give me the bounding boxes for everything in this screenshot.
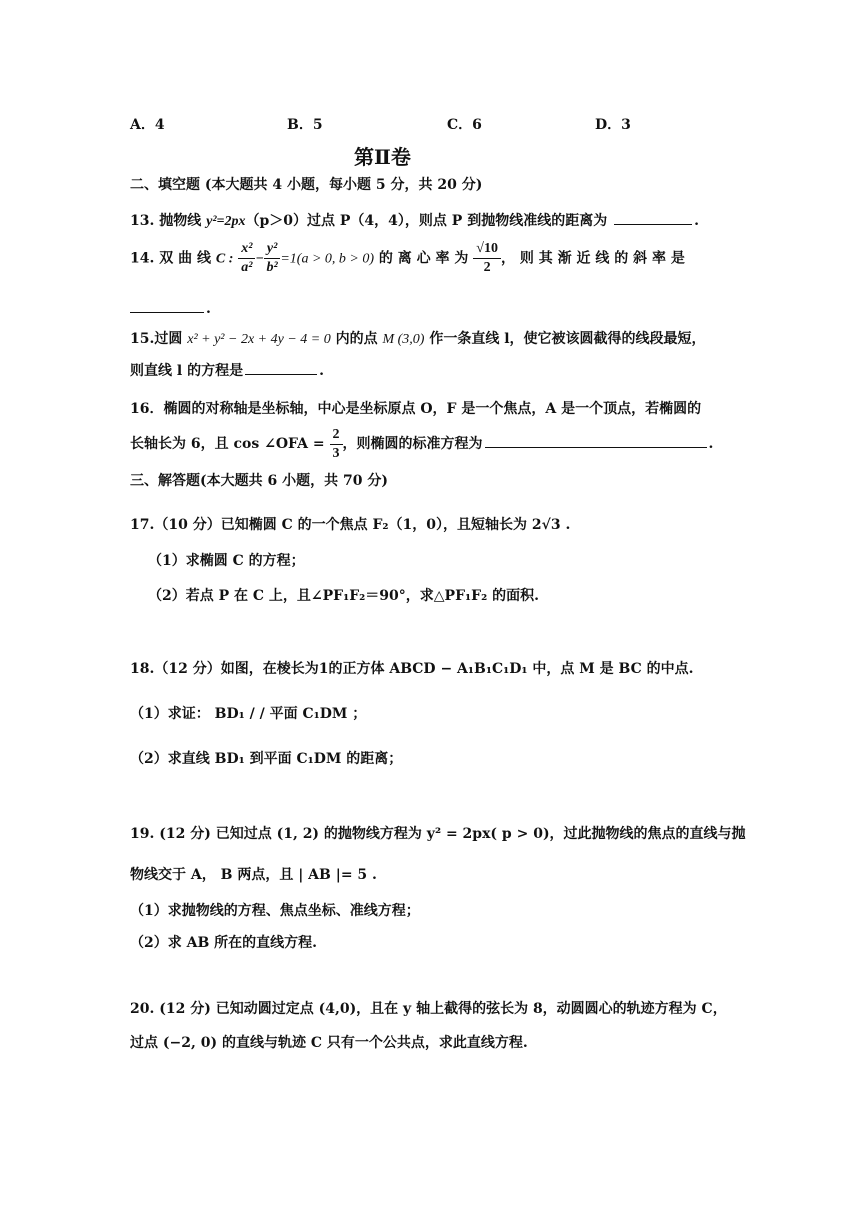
choice-b: B．5 [287,117,323,133]
q15-circle: x² + y² − 2x + 4y − 4 = 0 [187,332,331,347]
q13-end: . [694,213,699,229]
q16-frac-num: 2 [330,426,343,445]
q15-post: 作一条直线 l，使它被该圆截得的线段最短， [424,331,706,347]
q14-frac2-num: y² [264,240,280,259]
part3-header: 三、解答题(本大题共 6 小题，共 70 分) [130,473,388,489]
question-19-part1: （1）求抛物线的方程、焦点坐标、准线方程； [130,903,420,919]
q14-c: C : [215,251,234,267]
q15-line2: 则直线 l 的方程是 [130,363,244,379]
q16-post: ，则椭圆的标准方程为 [342,436,483,452]
choice-d: D．3 [595,117,631,133]
q14-post: ， 则 其 渐 近 线 的 斜 率 是 [500,250,685,267]
question-13 [130,210,699,230]
q14-fraction-y [264,240,280,277]
q14-frac1-den: a² [241,260,253,275]
q13-condition: （p＞0） [245,213,308,229]
q13-post: ，则点 P 到抛物线准线的距离为 [404,213,608,229]
q15-mid: 内的点 [330,331,383,347]
q14-end: . [206,301,211,317]
question-18-part1: （1）求证： BD₁ / / 平面 C₁DM ； [130,706,367,722]
q14-frac1-num: x² [238,240,255,259]
q13-equation: y²=2px [206,214,246,229]
question-17-part2: （2）若点 P 在 C 上，且∠PF₁F₂＝90°，求△PF₁F₂ 的面积. [148,588,539,604]
q14-fraction-x [238,240,255,277]
question-15 [130,328,706,348]
q14-mid: 的 离 心 率 为 [378,250,474,267]
q14-ecc-den: 2 [483,260,491,275]
question-15-line2 [130,360,324,380]
q16-frac-den: 3 [332,445,340,461]
question-17-part1: （1）求椭圆 C 的方程； [148,553,305,569]
question-19: 19. (12 分) 已知过点 (1, 2) 的抛物线方程为 y² = 2px( p > 0)，过此抛物线的焦点的直线与抛 [130,826,746,842]
question-20-line2: 过点 (−2, 0) 的直线与轨迹 C 只有一个公共点，求此直线方程. [130,1035,528,1051]
q13-mid: 过点 [307,213,340,229]
q15-end: . [319,363,324,379]
question-20: 20. (12 分) 已知动圆过定点 (4,0)，且在 y 轴上截得的弦长为 8，动圆圆心的轨迹方程为 C， [130,1001,727,1017]
q13-answer-blank[interactable] [614,210,692,225]
part2-header: 二、填空题 (本大题共 4 小题，每小题 5 分，共 20 分) [130,177,483,193]
q16-pre: 长轴长为 6，且 cos ∠OFA = [130,436,330,452]
q15-answer-blank[interactable] [245,360,317,375]
question-18: 18.（12 分）如图，在棱长为1的正方体 ABCD − A₁B₁C₁D₁ 中，点 M 是 BC 的中点. [130,661,694,677]
q16-fraction [330,426,343,463]
question-14 [130,240,685,278]
question-17: 17.（10 分）已知椭圆 C 的一个焦点 F₂（1，0），且短轴长为 2√3 . [130,517,571,533]
q15-pre: 15.过圆 [130,331,188,347]
q14-frac2-den: b² [266,260,278,275]
q14-condition: =1(a > 0, b > 0) [280,251,375,267]
q14-pre: 14. 双 曲 线 [130,250,216,267]
q15-point: M (3,0) [382,332,425,347]
question-19-part2: （2）求 AB 所在的直线方程. [130,935,318,951]
q14-ecc-num: √10 [473,240,501,259]
question-14-line2 [130,298,211,317]
choice-c: C．6 [447,117,482,133]
question-18-part2: （2）求直线 BD₁ 到平面 C₁DM 的距离； [130,751,403,767]
q16-answer-blank[interactable] [485,433,707,448]
choice-a: A．4 [130,117,165,133]
section-title: 第Ⅱ卷 [354,145,411,169]
q13-pre: 13. 抛物线 [130,213,207,229]
q13-point: P（4，4） [339,213,405,229]
question-16: 16．椭圆的对称轴是坐标轴，中心是坐标原点 O，F 是一个焦点，A 是一个顶点，若椭圆的 [130,401,702,417]
q14-minus: − [255,251,264,267]
q16-end: . [708,436,714,452]
question-19-line2: 物线交于 A， B 两点，且 | AB |= 5 . [130,867,377,883]
question-16-line2 [130,424,713,464]
q14-answer-blank[interactable] [130,298,204,313]
q14-eccentricity [473,240,501,277]
